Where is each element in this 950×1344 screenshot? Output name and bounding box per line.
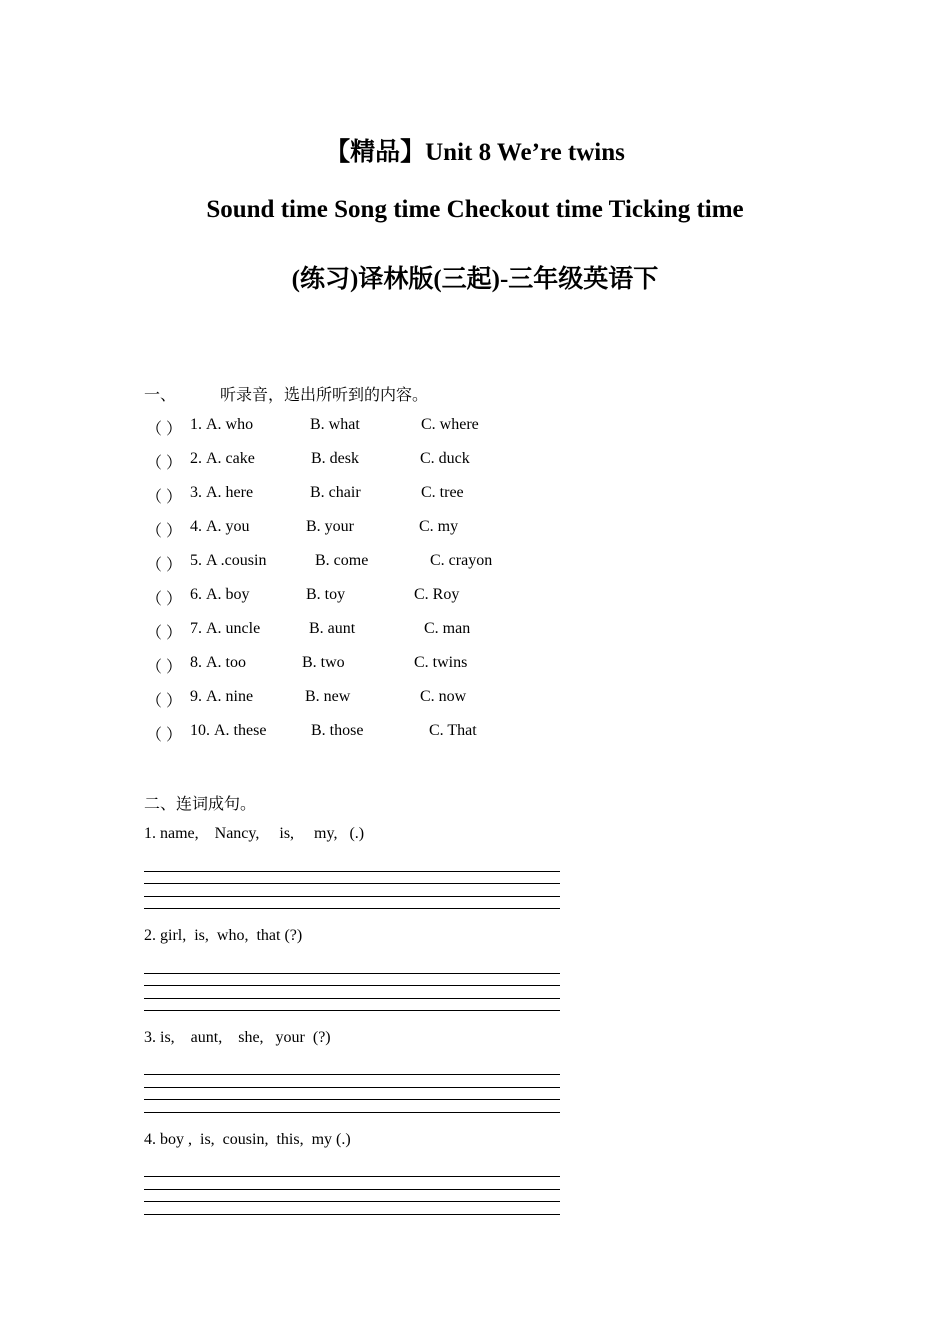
answer-bracket[interactable]: （ ） <box>146 625 183 642</box>
answer-line[interactable] <box>144 871 560 872</box>
option-b: B. those <box>311 722 364 739</box>
answer-line[interactable] <box>144 973 560 974</box>
option-b: B. chair <box>310 484 361 501</box>
question-number: 9. <box>190 688 202 705</box>
option-c: C. twins <box>414 654 468 671</box>
answer-bracket[interactable]: （ ） <box>146 693 183 710</box>
option-c: C. where <box>421 416 479 433</box>
question-number: 4. <box>190 518 202 535</box>
option-a: A. too <box>206 654 246 671</box>
option-b: B. toy <box>306 586 346 603</box>
answer-line[interactable] <box>144 908 560 909</box>
option-b: B. your <box>306 518 354 535</box>
question-number: 8. <box>190 654 202 671</box>
answer-line[interactable] <box>144 883 560 884</box>
option-a: A .cousin <box>206 552 267 569</box>
answer-line[interactable] <box>144 985 560 986</box>
answer-line[interactable] <box>144 1176 560 1177</box>
answer-line[interactable] <box>144 896 560 897</box>
answer-line[interactable] <box>144 1099 560 1100</box>
answer-line[interactable] <box>144 1214 560 1215</box>
question-number: 6. <box>190 586 202 603</box>
answer-line[interactable] <box>144 1074 560 1075</box>
option-b: B. aunt <box>309 620 356 637</box>
option-c: C. crayon <box>430 552 493 569</box>
option-a: A. uncle <box>206 620 261 637</box>
answer-bracket[interactable]: （ ） <box>146 489 183 506</box>
option-c: C. man <box>424 620 471 637</box>
option-a: A. here <box>206 484 254 501</box>
option-c: C. now <box>420 688 467 705</box>
section-1-heading <box>144 382 428 405</box>
option-c: C. That <box>429 722 477 739</box>
sentence-item-4: 4. boy , is, cousin, this, my (.) <box>144 1131 351 1148</box>
option-a: A. boy <box>206 586 250 603</box>
answer-bracket[interactable]: （ ） <box>146 727 183 744</box>
option-c: C. Roy <box>414 586 460 603</box>
title-line-1: 【精品】Unit 8 We’re twins <box>325 139 625 166</box>
section-1-instruction: 听录音，选出所听到的内容。 <box>220 387 429 404</box>
sentence-item-1: 1. name, Nancy, is, my, (.) <box>144 825 365 842</box>
title-line-3: (练习)译林版(三起)-三年级英语下 <box>291 266 659 293</box>
option-b: B. two <box>302 654 345 671</box>
answer-line[interactable] <box>144 998 560 999</box>
answer-bracket[interactable]: （ ） <box>146 523 183 540</box>
option-a: A. these <box>214 722 267 739</box>
option-c: C. tree <box>421 484 464 501</box>
option-b: B. new <box>305 688 351 705</box>
answer-line[interactable] <box>144 1201 560 1202</box>
answer-line[interactable] <box>144 1112 560 1113</box>
question-number: 7. <box>190 620 202 637</box>
option-a: A. cake <box>206 450 255 467</box>
question-number: 10. <box>190 722 210 739</box>
answer-line[interactable] <box>144 1010 560 1011</box>
answer-line[interactable] <box>144 1189 560 1190</box>
question-number: 1. <box>190 416 202 433</box>
section-1-number: 一、 <box>144 387 177 404</box>
answer-bracket[interactable]: （ ） <box>146 557 183 574</box>
option-c: C. my <box>419 518 459 535</box>
question-number: 2. <box>190 450 202 467</box>
option-b: B. desk <box>311 450 359 467</box>
answer-bracket[interactable]: （ ） <box>146 591 183 608</box>
sentence-item-3: 3. is, aunt, she, your (?) <box>144 1029 331 1046</box>
section-2-heading: 二、连词成句。 <box>144 796 257 813</box>
option-a: A. who <box>206 416 254 433</box>
answer-line[interactable] <box>144 1087 560 1088</box>
answer-bracket[interactable]: （ ） <box>146 659 183 676</box>
question-number: 5. <box>190 552 202 569</box>
question-number: 3. <box>190 484 202 501</box>
title-line-2: Sound time Song time Checkout time Ticking time <box>206 196 744 223</box>
answer-bracket[interactable]: （ ） <box>146 455 183 472</box>
option-b: B. what <box>310 416 360 433</box>
option-a: A. you <box>206 518 250 535</box>
option-a: A. nine <box>206 688 254 705</box>
option-c: C. duck <box>420 450 470 467</box>
option-b: B. come <box>315 552 369 569</box>
answer-bracket[interactable]: （ ） <box>146 421 183 438</box>
sentence-item-2: 2. girl, is, who, that (?) <box>144 927 303 944</box>
